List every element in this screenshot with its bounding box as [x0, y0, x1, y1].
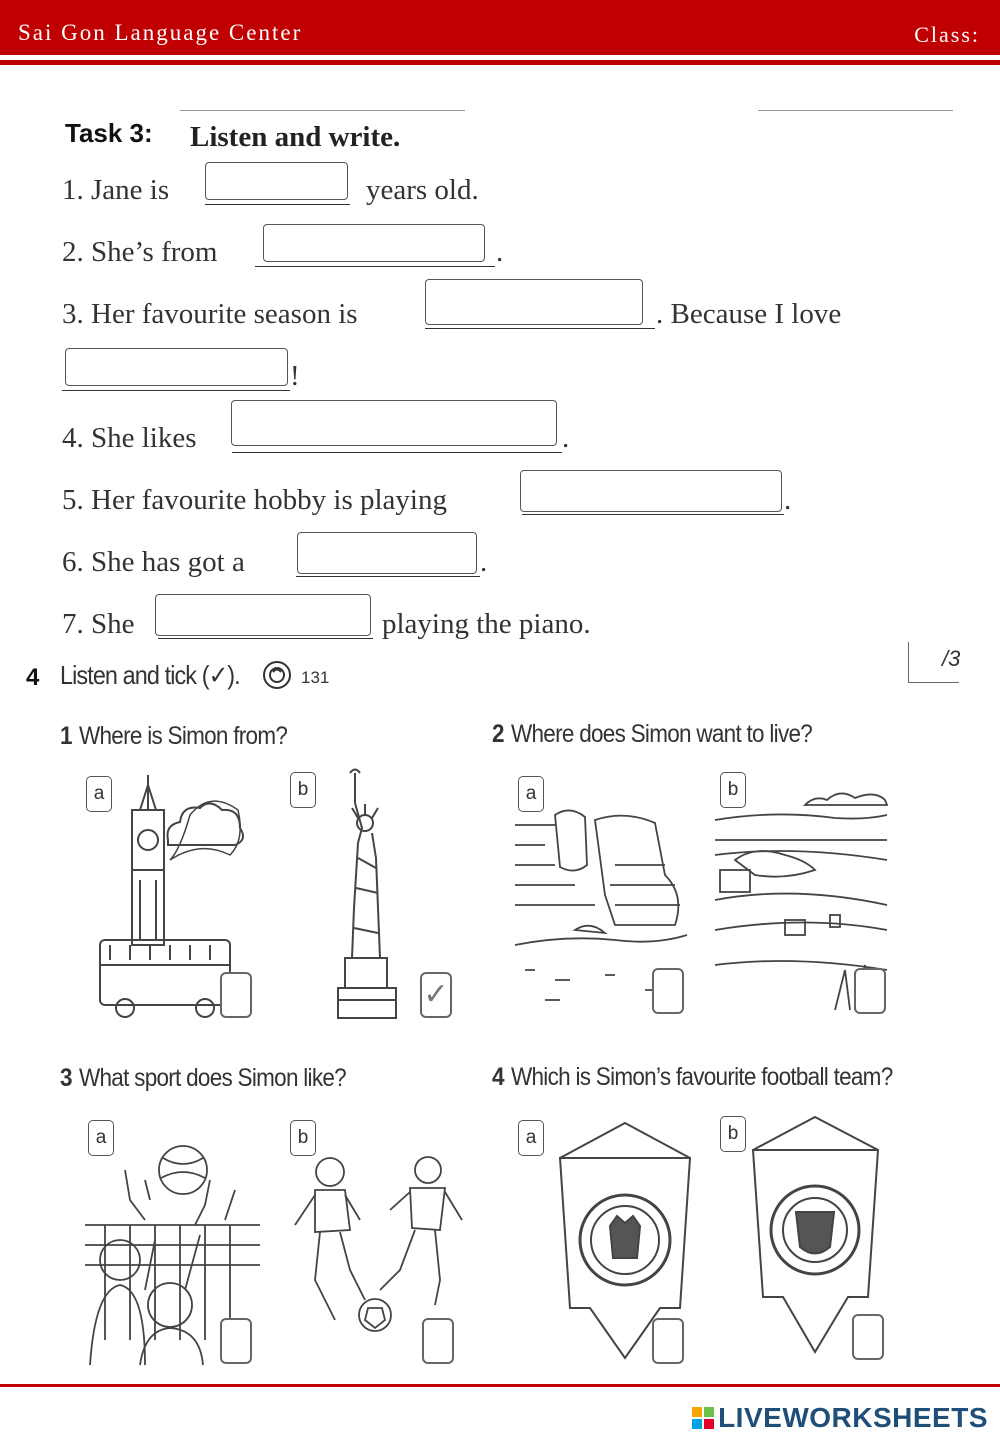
answer-box-1[interactable] [205, 162, 348, 200]
question-3 [60, 1064, 346, 1093]
class-label: Class: [914, 22, 980, 47]
sentence-4-pre: 4. She likes [62, 422, 197, 454]
tick-box-3a[interactable] [220, 1318, 252, 1364]
answer-box-3[interactable] [425, 279, 643, 325]
header-rule [0, 60, 1000, 65]
question-number: 3 [60, 1064, 72, 1092]
question-text: Where does Simon want to live? [510, 720, 813, 748]
sentence-1-post: years old. [366, 174, 479, 206]
question-text: Which is Simon’s favourite football team? [510, 1063, 893, 1091]
scan-line [180, 110, 465, 111]
brand-name: LIVEWORKSHEETS [718, 1402, 988, 1433]
question-number: 1 [60, 722, 72, 750]
sentence-7-pre: 7. She [62, 608, 135, 640]
sentence-4-post: . [562, 422, 570, 454]
task-label: Task 3: [65, 118, 153, 148]
brand-logo [692, 1402, 988, 1434]
tick-box-2a[interactable] [652, 968, 684, 1014]
tick-mark: ✓ [423, 977, 449, 1012]
answer-box-3b[interactable] [65, 348, 288, 386]
option-label-2b: b [720, 772, 746, 808]
tick-box-1b[interactable] [420, 972, 452, 1018]
blank-line-1 [205, 204, 350, 205]
sentence-6-pre: 6. She has got a [62, 546, 245, 578]
question-number: 4 [492, 1063, 504, 1091]
sentence-7-post: playing the piano. [382, 608, 591, 640]
header-bar [0, 0, 1000, 55]
option-label-4a: a [518, 1120, 544, 1156]
blank-line-5 [522, 514, 784, 515]
blank-line-7 [158, 638, 373, 639]
question-text: Where is Simon from? [78, 722, 288, 750]
sentence-2-post: . [496, 236, 504, 268]
liveworksheets-logo-icon [692, 1407, 714, 1429]
scan-line [758, 110, 953, 111]
audio-disc-icon [262, 660, 292, 690]
option-label-3a: a [88, 1120, 114, 1156]
sentence-5-post: . [784, 484, 792, 516]
option-label-2a: a [518, 776, 544, 812]
blank-line-2 [255, 266, 495, 267]
tick-box-2b[interactable] [854, 968, 886, 1014]
option-label-1b: b [290, 772, 316, 808]
question-number: 2 [492, 720, 504, 748]
sentence-6-post: . [480, 546, 488, 578]
score-label: /3 [942, 646, 961, 671]
sentence-2-pre: 2. She’s from [62, 236, 218, 268]
track-number: 131 [301, 668, 330, 687]
answer-box-7[interactable] [155, 594, 371, 636]
question-4 [492, 1063, 893, 1092]
tick-box-3b[interactable] [422, 1318, 454, 1364]
blank-line-6 [296, 576, 480, 577]
sentence-3-pre: 3. Her favourite season is [62, 298, 358, 330]
school-name: Sai Gon Language Center [18, 20, 303, 45]
sentence-3b-post: ! [290, 360, 300, 392]
task-title: Listen and write. [190, 121, 401, 153]
tick-box-4b[interactable] [852, 1314, 884, 1360]
section-title: Listen and tick (✓). [60, 660, 240, 690]
answer-box-5[interactable] [520, 470, 782, 512]
answer-box-6[interactable] [297, 532, 477, 574]
question-1 [60, 722, 287, 751]
tick-box-4a[interactable] [652, 1318, 684, 1364]
answer-box-4[interactable] [231, 400, 557, 446]
question-text: What sport does Simon like? [78, 1064, 346, 1092]
blank-line-3b [62, 390, 290, 391]
option-label-1a: a [86, 776, 112, 812]
sentence-1-pre: 1. Jane is [62, 174, 170, 206]
option-label-4b: b [720, 1116, 746, 1152]
option-label-3b: b [290, 1120, 316, 1156]
footer-rule [0, 1384, 1000, 1387]
answer-box-2[interactable] [263, 224, 485, 262]
question-2 [492, 720, 812, 749]
blank-line-4 [232, 452, 562, 453]
sentence-3-post: . Because I love [656, 298, 842, 330]
blank-line-3 [425, 328, 655, 329]
statue-of-liberty-image [330, 768, 420, 1023]
sentence-5-pre: 5. Her favourite hobby is playing [62, 484, 447, 516]
tick-box-1a[interactable] [220, 972, 252, 1018]
section-number: 4 [26, 664, 40, 691]
